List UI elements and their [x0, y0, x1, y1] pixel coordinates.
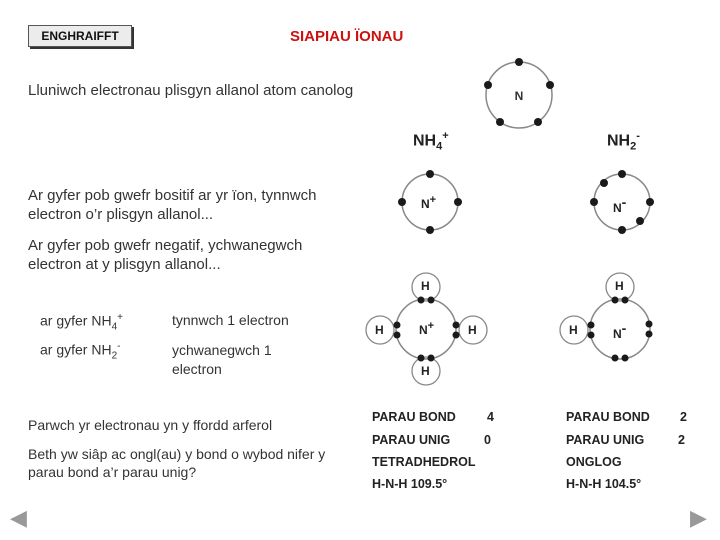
electron: [426, 226, 434, 234]
page-title: SIAPIAU ÏONAU: [290, 28, 404, 45]
next-slide-icon[interactable]: ▶: [690, 505, 707, 530]
nh4-shape: TETRADHEDROL: [372, 455, 476, 469]
nh4-angle: H-N-H 109.5°: [372, 477, 448, 491]
nh4-bonded-center: N+: [419, 320, 435, 337]
nh2-formula: $NH_2^-$: [607, 130, 640, 153]
nh2-lone-pairs-value: 2: [678, 433, 685, 447]
nh4-lone-pairs-label: PARAU UNIG: [372, 433, 451, 447]
electron: [646, 198, 654, 206]
electron: [454, 198, 462, 206]
nh4-formula: $NH_4^+$: [413, 130, 449, 153]
electron: [534, 118, 542, 126]
electron: [618, 226, 626, 234]
row-nh2-action: ychwanegwch 1 electron: [172, 342, 272, 377]
electron: [590, 198, 598, 206]
row-nh4-ion: ar gyfer $NH_4^+$: [40, 312, 123, 333]
nh4-center-label: N+: [421, 194, 437, 211]
nh2-angle: H-N-H 104.5°: [566, 477, 642, 491]
nh2-center-label: N-: [613, 194, 627, 215]
nh4-h-bottom: H: [421, 364, 430, 378]
nitrogen-atom: [484, 58, 554, 128]
nh2-shape: ONGLOG: [566, 455, 622, 469]
electron: [496, 118, 504, 126]
electron: [618, 170, 626, 178]
row-nh2-ion: ar gyfer $NH_2^-$: [40, 341, 121, 362]
nh2-lone-pairs-label: PARAU UNIG: [566, 433, 645, 447]
negative-charge-text: Ar gyfer pob gwefr negatif, ychwanegwch electron at y plisgyn allanol...: [28, 237, 303, 273]
nh4-lone-pairs-value: 0: [484, 433, 491, 447]
row-nh4-action: tynnwch 1 electron: [172, 312, 289, 328]
nh4-h-left: H: [375, 323, 384, 337]
prev-slide-icon[interactable]: ◀: [10, 505, 27, 530]
atom-symbol: N: [514, 89, 524, 103]
nh4-h-top: H: [421, 279, 430, 293]
nh4-bond-pairs-value: 4: [487, 410, 494, 424]
badge-label: ENGHRAIFFT: [41, 29, 119, 43]
intro-text: Lluniwch electronau plisgyn allanol atom canolog: [28, 82, 354, 99]
electron: [636, 217, 644, 225]
pair-note: Parwch yr electronau yn y ffordd arferol: [28, 417, 273, 433]
nh2-bond-pairs-label: PARAU BOND: [566, 410, 650, 424]
nh4-bond-pairs-label: PARAU BOND: [372, 410, 456, 424]
nh2-bonded-center: N-: [613, 320, 627, 341]
electron: [484, 81, 492, 89]
positive-charge-text: Ar gyfer pob gwefr bositif ar yr ïon, tynnwch electron o’r plisgyn allanol...: [28, 187, 317, 223]
electron: [546, 81, 554, 89]
nh2-h-top: H: [615, 279, 624, 293]
electron: [426, 170, 434, 178]
electron: [398, 198, 406, 206]
nh4-h-right: H: [468, 323, 477, 337]
nh2-h-left: H: [569, 323, 578, 337]
nh2-bond-pairs-value: 2: [680, 410, 687, 424]
nh2-bonded: [560, 273, 653, 362]
shape-question: Beth yw siâp ac ongl(au) y bond o wybod nifer y parau bond a’r parau unig?: [28, 446, 326, 480]
electron: [515, 58, 523, 66]
electron: [600, 179, 608, 187]
